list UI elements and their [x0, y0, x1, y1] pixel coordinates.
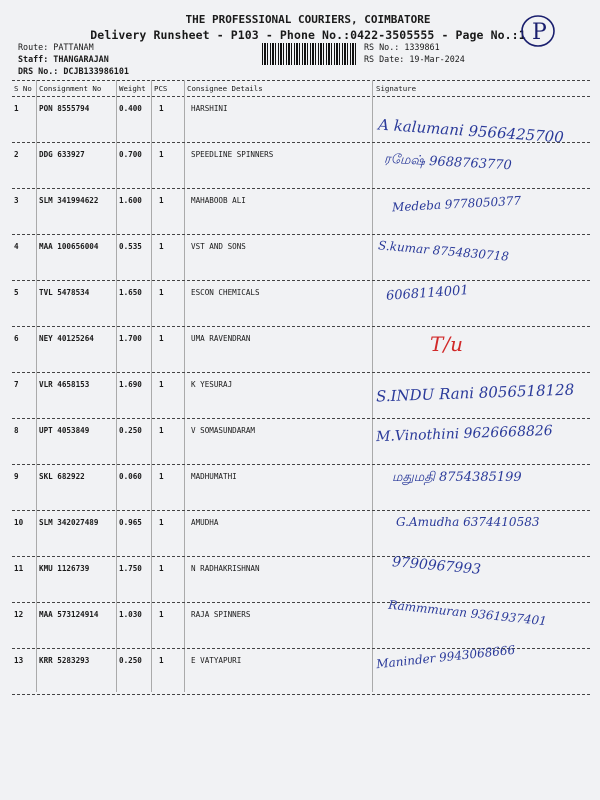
row-consignee: HARSHINI — [191, 104, 228, 113]
col-header-weight: Weight — [119, 84, 146, 93]
row-pcs: 1 — [159, 610, 164, 619]
row-pcs: 1 — [159, 334, 164, 343]
row-weight: 0.060 — [119, 472, 142, 481]
row-sno: 7 — [14, 380, 19, 389]
row-consignment-no: SLM 341994622 — [39, 196, 99, 205]
row-separator — [12, 418, 590, 419]
row-signature: G.Amudha 6374410583 — [396, 515, 540, 529]
staff-label: Staff: THANGARAJAN — [18, 54, 109, 64]
row-consignment-no: DDG 633927 — [39, 150, 85, 159]
row-separator — [12, 510, 590, 511]
row-consignment-no: UPT 4053849 — [39, 426, 90, 435]
col-header-consignee: Consignee Details — [187, 84, 263, 93]
row-weight: 0.965 — [119, 518, 142, 527]
row-pcs: 1 — [159, 518, 164, 527]
row-weight: 0.400 — [119, 104, 142, 113]
row-sno: 10 — [14, 518, 24, 527]
row-consignee: V SOMASUNDARAM — [191, 426, 256, 435]
row-sno: 3 — [14, 196, 19, 205]
row-pcs: 1 — [159, 288, 164, 297]
row-consignment-no: MAA 573124914 — [39, 610, 99, 619]
row-weight: 1.600 — [119, 196, 142, 205]
col-divider — [372, 80, 373, 692]
row-consignee: MAHABOOB ALI — [191, 196, 246, 205]
header-bottom-rule — [12, 96, 590, 97]
row-separator — [12, 556, 590, 557]
col-header-sno: S No — [14, 84, 32, 93]
row-consignee: VST AND SONS — [191, 242, 246, 251]
row-consignee: E VATYAPURI — [191, 656, 242, 665]
row-sno: 12 — [14, 610, 24, 619]
row-pcs: 1 — [159, 104, 164, 113]
row-signature: T/u — [430, 332, 463, 356]
row-sno: 11 — [14, 564, 24, 573]
row-weight: 1.690 — [119, 380, 142, 389]
row-separator — [12, 464, 590, 465]
row-sno: 8 — [14, 426, 19, 435]
row-signature: 9790967993 — [391, 554, 482, 578]
col-header-signature: Signature — [376, 84, 417, 93]
row-signature: Maninder 9943068666 — [375, 642, 516, 672]
row-consignment-no: SLM 342027489 — [39, 518, 99, 527]
row-consignment-no: MAA 100656004 — [39, 242, 99, 251]
row-pcs: 1 — [159, 564, 164, 573]
col-header-pcs: PCS — [154, 84, 168, 93]
barcode — [262, 43, 357, 65]
row-separator — [12, 142, 590, 143]
row-separator — [12, 326, 590, 327]
row-consignee: MADHUMATHI — [191, 472, 237, 481]
row-consignment-no: KRR 5283293 — [39, 656, 90, 665]
row-separator — [12, 602, 590, 603]
route-label: Route: PATTANAM — [18, 42, 94, 52]
col-header-consignment: Consignment No — [39, 84, 102, 93]
row-sno: 5 — [14, 288, 19, 297]
row-pcs: 1 — [159, 472, 164, 481]
row-weight: 1.700 — [119, 334, 142, 343]
row-consignment-no: PON 8555794 — [39, 104, 90, 113]
col-divider — [184, 80, 185, 692]
row-weight: 0.250 — [119, 426, 142, 435]
row-pcs: 1 — [159, 656, 164, 665]
row-pcs: 1 — [159, 242, 164, 251]
row-sno: 4 — [14, 242, 19, 251]
header-top-rule — [12, 80, 590, 81]
row-pcs: 1 — [159, 380, 164, 389]
row-sno: 1 — [14, 104, 19, 113]
runsheet-title: Delivery Runsheet - P103 - Phone No.:0422-3505555 - Page No.:1 — [90, 28, 526, 42]
row-separator — [12, 234, 590, 235]
page-badge-circle — [520, 12, 556, 48]
row-separator — [12, 372, 590, 373]
row-weight: 0.700 — [119, 150, 142, 159]
row-consignee: ESCON CHEMICALS — [191, 288, 260, 297]
row-separator — [12, 694, 590, 695]
row-consignment-no: KMU 1126739 — [39, 564, 90, 573]
row-signature: Medeba 9778050377 — [391, 193, 522, 215]
row-signature: 6068114001 — [385, 283, 470, 304]
row-weight: 1.030 — [119, 610, 142, 619]
row-sno: 9 — [14, 472, 19, 481]
rs-date: RS Date: 19-Mar-2024 — [364, 54, 465, 64]
row-pcs: 1 — [159, 196, 164, 205]
row-signature: M.Vinothini 9626668826 — [375, 422, 553, 446]
row-signature: ரமேஷ் 9688763770 — [383, 151, 513, 174]
row-consignee: K YESURAJ — [191, 380, 233, 389]
col-divider — [36, 80, 37, 692]
row-consignee: SPEEDLINE SPINNERS — [191, 150, 274, 159]
row-signature: S.kumar 8754830718 — [377, 238, 510, 264]
col-divider — [116, 80, 117, 692]
row-signature: A kalumani 9566425700 — [377, 115, 565, 147]
row-sno: 2 — [14, 150, 19, 159]
row-pcs: 1 — [159, 150, 164, 159]
row-consignment-no: NEY 40125264 — [39, 334, 94, 343]
row-signature: S.INDU Rani 8056518128 — [375, 380, 575, 406]
row-separator — [12, 188, 590, 189]
row-consignment-no: SKL 682922 — [39, 472, 85, 481]
row-pcs: 1 — [159, 426, 164, 435]
page-badge-letter: P — [532, 20, 547, 45]
rs-number: RS No.: 1339861 — [364, 42, 440, 52]
row-sno: 13 — [14, 656, 24, 665]
company-title: THE PROFESSIONAL COURIERS, COIMBATORE — [185, 13, 431, 26]
row-weight: 0.250 — [119, 656, 142, 665]
row-weight: 0.535 — [119, 242, 142, 251]
row-weight: 1.650 — [119, 288, 142, 297]
row-sno: 6 — [14, 334, 19, 343]
drs-number: DRS No.: DCJB133986101 — [18, 66, 129, 76]
row-separator — [12, 280, 590, 281]
row-consignment-no: VLR 4658153 — [39, 380, 90, 389]
col-divider — [151, 80, 152, 692]
row-consignee: N RADHAKRISHNAN — [191, 564, 260, 573]
row-signature: மதுமதி 8754385199 — [392, 470, 522, 485]
row-signature: Rammmuran 9361937401 — [387, 597, 548, 629]
row-consignee: AMUDHA — [191, 518, 219, 527]
row-weight: 1.750 — [119, 564, 142, 573]
row-consignee: RAJA SPINNERS — [191, 610, 251, 619]
row-consignee: UMA RAVENDRAN — [191, 334, 251, 343]
row-consignment-no: TVL 5478534 — [39, 288, 90, 297]
